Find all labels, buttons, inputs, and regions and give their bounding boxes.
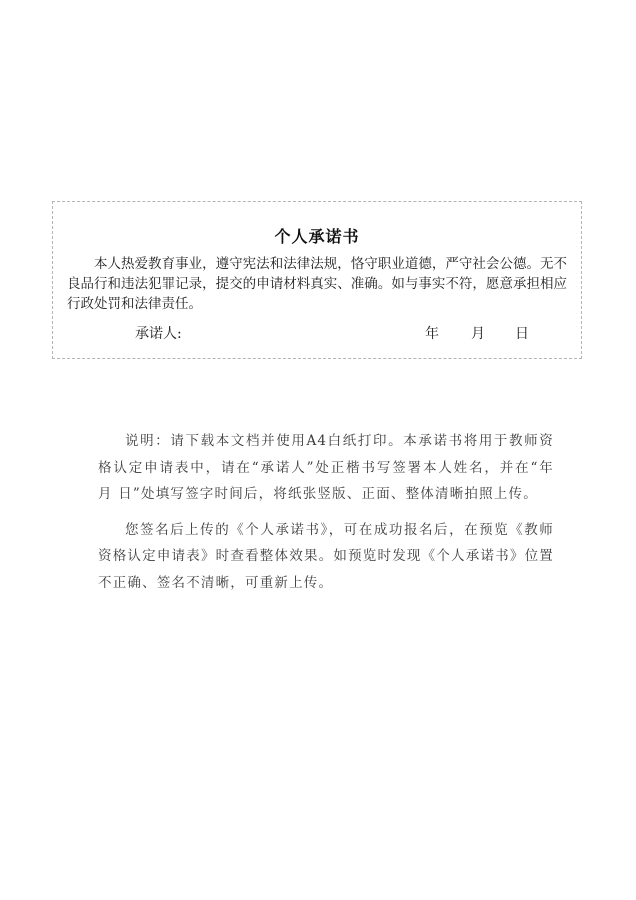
pledge-box xyxy=(52,201,582,359)
instructions-section xyxy=(98,428,554,605)
pledge-body: 本人热爱教育事业，遵守宪法和法律法规，恪守职业道德，严守社会公德。无不良品行和违法犯罪记录，提交的申请材料真实、准确。如与事实不符，愿意承担相应行政处罚和法律责任。 xyxy=(67,256,567,312)
signature-label: 承诺人: xyxy=(135,326,182,342)
date-day-label: 日 xyxy=(515,326,529,342)
date-month-label: 月 xyxy=(471,326,485,342)
instructions-paragraph-1: 说明：请下载本文档并使用A4白纸打印。本承诺书将用于教师资格认定申请表中，请在“承诺人”处正楷书写签署本人姓名，并在“年 月 日”处填写签字时间后，将纸张竖版、正面、整体清晰拍照上传。 xyxy=(98,433,554,502)
pledge-title: 个人承诺书 xyxy=(274,227,360,246)
date-year-label: 年 xyxy=(425,326,439,342)
instructions-paragraph-2: 您签名后上传的《个人承诺书》，可在成功报名后，在预览《教师资格认定申请表》时查看整体效果。如预览时发现《个人承诺书》位置不正确、签名不清晰，可重新上传。 xyxy=(98,521,554,591)
